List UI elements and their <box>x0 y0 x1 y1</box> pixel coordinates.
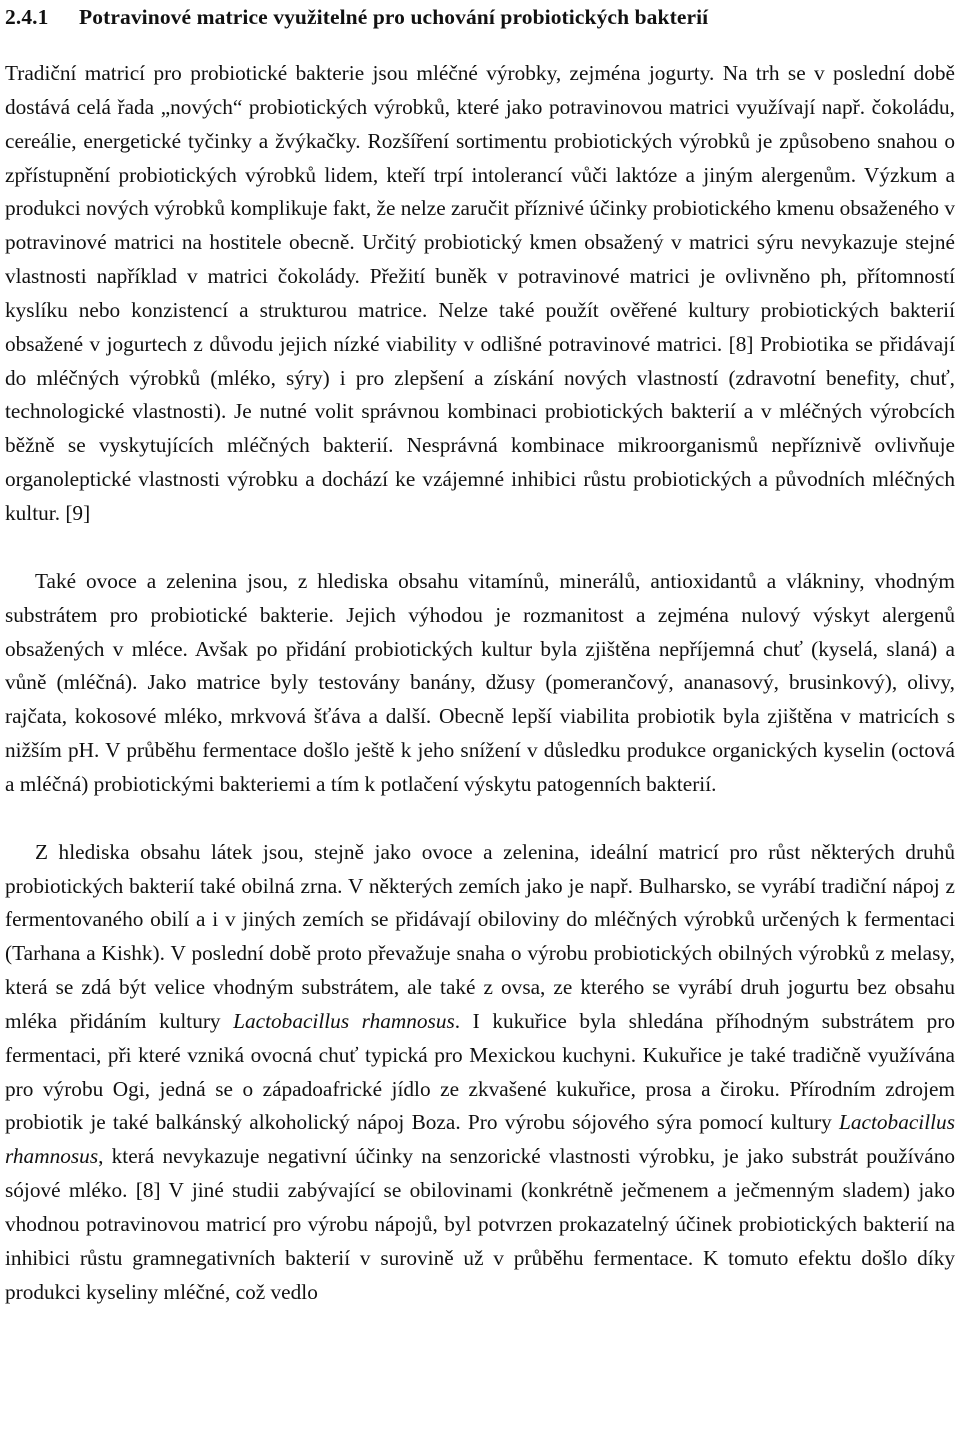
document-page <box>5 0 955 1310</box>
paragraph-1: Tradiční matricí pro probiotické bakterie jsou mléčné výrobky, zejména jogurty. Na trh se v poslední době dostává celá řada „nových“ probiotických výrobků, které jako potravinovou matrici využívají např. čokoládu, cereálie, energetické tyčinky a žvýkačky. Rozšíření sortimentu probiotických výrobků je způsobeno snahou o zpřístupnění probiotických výrobků lidem, kteří trpí intolerancí vůči laktóze a jiným alergenům. Výzkum a produkci nových výrobků komplikuje fakt, že nelze zaručit příznivé účinky probiotického kmenu obsaženého v potravinové matrici na hostitele obecně. Určitý probiotický kmen obsažený v matrici sýru nevykazuje stejné vlastnosti například v matrici čokolády. Přežití buněk v potravinové matrici je ovlivněno ph, přítomností kyslíku nebo konzistencí a strukturou matrice. Nelze také použít ověřené kultury probiotických bakterií obsažené v jogurtech z důvodu jejich nízké viability v odlišné potravinové matrici. [8] Probiotika se přidávají do mléčných výrobků (mléko, sýry) i pro zlepšení a získání nových vlastností (zdravotní benefity, chuť, technologické vlastnosti). Je nutné volit správnou kombinaci probiotických bakterií a v mléčných výrobcích běžně se vyskytujících mléčných bakterií. Nesprávná kombinace mikroorganismů nepříznivě ovlivňuje organoleptické vlastnosti výrobku a dochází ke vzájemné inhibici růstu probiotických a původních mléčných kultur. [9] <box>5 61 955 525</box>
paragraph-3-text-1: Z hlediska obsahu látek jsou, stejně jako ovoce a zelenina, ideální matricí pro růst některých druhů probiotických bakterií také obilná zrna. V některých zemích jako je např. Bulharsko, se vyrábí tradiční nápoj z fermentovaného obilí a i v jiných zemích se přidávají obiloviny do mléčných výrobků určených k fermentaci (Tarhana a Kishk). V poslední době proto převažuje snaha o výrobu probiotických obilných výrobků z melasy, která se zdá být velice vhodným substrátem, ale také z ovsa, ze kterého se vyrábí druh jogurtu bez obsahu mléka přidáním kultury <box>5 839 955 1033</box>
section-number: 2.4.1 <box>5 5 49 29</box>
paragraph-3-text-3: , která nevykazuje negativní účinky na senzorické vlastnosti výrobku, je jako substrát používáno sójové mléko. [8] V jiné studii zabývající se obilovinami (konkrétně ječmenem a ječmenným sladem) jako vhodnou potravinovou matricí pro výrobu nápojů, byl potvrzen prokazatelný účinek probiotických bakterií na inhibici růstu gramnegativních bakterií v surovině už v průběhu fermentace. K tomuto efektu došlo díky produkci kyseliny mléčné, což vedlo <box>5 1144 955 1304</box>
section-heading <box>5 0 955 37</box>
species-name-2: Lactobacillus rhamnosus <box>5 1110 955 1169</box>
species-name-1: Lactobacillus rhamnosus <box>233 1008 455 1033</box>
section-title: Potravinové matrice využitelné pro uchování probiotických bakterií <box>79 5 709 29</box>
paragraph-2: Také ovoce a zelenina jsou, z hlediska obsahu vitamínů, minerálů, antioxidantů a vlákniny, vhodným substrátem pro probiotické bakterie. Jejich výhodou je rozmanitost a zejména nulový výskyt alergenů obsažených v mléce. Avšak po přidání probiotických kultur byla zjištěna nepříjemná chuť (kyselá, slaná) a vůně (mléčná). Jako matrice byly testovány banány, džusy (pomerančový, ananasový, brusinkový), olivy, rajčata, kokosové mléko, mrkvová šťáva a další. Obecně lepší viabilita probiotik byla zjištěna v matricích s nižším pH. V průběhu fermentace došlo ještě k jeho snížení v důsledku produkce organických kyselin (octová a mléčná) probiotickými bakteriemi a tím k potlačení výskytu patogenních bakterií. <box>5 568 955 796</box>
paragraph-3 <box>5 836 955 1310</box>
paragraph-3-text-2: . I kukuřice byla shledána příhodným substrátem pro fermentaci, při které vzniká ovocná chuť typická pro Mexickou kuchyni. Kukuřice je také tradičně využívána pro výrobu Ogi, jedná se o západoafrické jídlo ze zkvašené kukuřice, prosa a čiroku. Přírodním zdrojem probiotik je také balkánský alkoholický nápoj Boza. Pro výrobu sójového sýra pomocí kultury <box>5 1008 955 1135</box>
